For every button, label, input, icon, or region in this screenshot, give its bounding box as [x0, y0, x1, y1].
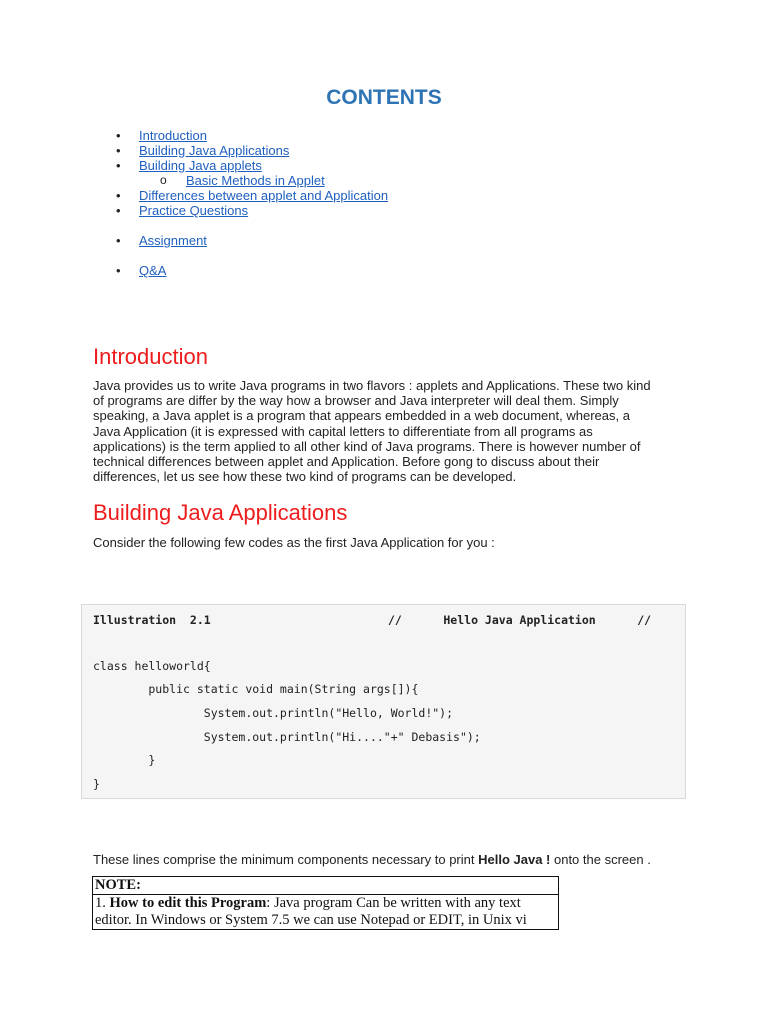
toc-item-practice-questions — [112, 203, 388, 218]
table-of-contents — [112, 128, 388, 278]
contents-title: CONTENTS — [326, 86, 442, 109]
summary-bold: Hello Java ! — [478, 852, 551, 867]
introduction-line: technical differences between applet and Application. Before gong to discuss about their — [93, 454, 600, 470]
code-line: class helloworld{ — [93, 659, 211, 673]
toc-link-basic-methods[interactable]: Basic Methods in Applet — [186, 173, 325, 188]
note-table — [92, 876, 559, 930]
code-illustration-comment: // Hello Java Application // — [388, 613, 652, 627]
introduction-paragraph — [93, 378, 687, 484]
note-body — [95, 895, 556, 929]
toc-link-practice-questions[interactable]: Practice Questions — [139, 203, 249, 218]
toc-link-building-java-applications[interactable]: Building Java Applications — [139, 143, 290, 158]
note-number: 1. — [95, 895, 110, 911]
toc-link-assignment[interactable]: Assignment — [139, 233, 207, 248]
toc-item-building-java-applications — [112, 143, 388, 158]
note-line-2: editor. In Windows or System 7.5 we can use Notepad or EDIT, in Unix vi — [95, 912, 527, 928]
introduction-line: speaking, a Java applet is a program that appears embedded in a web document, whereas, a — [93, 408, 630, 424]
note-body-cell — [93, 895, 559, 930]
note-title-cell — [93, 877, 559, 895]
toc-link-differences[interactable]: Differences between applet and Application — [139, 188, 389, 203]
toc-link-introduction[interactable]: Introduction — [139, 128, 207, 143]
introduction-heading: Introduction — [93, 344, 208, 369]
toc-link-qa[interactable]: Q&A — [139, 263, 167, 278]
introduction-line: Java provides us to write Java programs in two flavors : applets and Applications. These two kind — [93, 378, 651, 393]
introduction-line: applications) is the term applied to all other kind of Java programs. There is however number of — [93, 438, 641, 454]
summary-text-before: These lines comprise the minimum components necessary to print — [93, 852, 479, 867]
code-line: System.out.println("Hi...."+" Debasis"); — [93, 730, 481, 744]
building-apps-heading: Building Java Applications — [93, 500, 348, 525]
code-line: } — [93, 753, 156, 767]
note-line-1 — [95, 895, 556, 912]
toc-item-qa — [112, 263, 388, 278]
toc-link-building-java-applets[interactable]: Building Java applets — [139, 158, 262, 173]
note-title: NOTE: — [95, 877, 141, 893]
building-apps-intro: Consider the following few codes as the first Java Application for you : — [93, 535, 495, 550]
introduction-line: differences, let us see how these two kind of programs can be developed. — [93, 469, 517, 485]
note-bold: How to edit this Program — [109, 895, 267, 911]
code-illustration-label: Illustration 2.1 — [93, 613, 211, 627]
toc-item-differences — [112, 188, 388, 203]
toc-item-building-java-applets — [112, 158, 388, 173]
toc-item-basic-methods — [112, 173, 388, 188]
code-line: System.out.println("Hello, World!"); — [93, 706, 454, 720]
code-line: } — [93, 777, 100, 791]
introduction-line: of programs are differ by the way how a browser and Java interpreter will deal them. Simply — [93, 393, 619, 409]
toc-item-assignment — [112, 233, 388, 248]
code-line: public static void main(String args[]){ — [93, 682, 419, 696]
toc-item-introduction — [112, 128, 388, 143]
introduction-line: Java Application (it is expressed with capital letters to differentiate from all programs as — [93, 423, 593, 439]
summary-paragraph — [93, 852, 687, 867]
summary-text-after: onto the screen . — [550, 852, 651, 867]
note-text: : Java program Can be written with any text — [266, 895, 521, 911]
code-block — [81, 604, 686, 799]
